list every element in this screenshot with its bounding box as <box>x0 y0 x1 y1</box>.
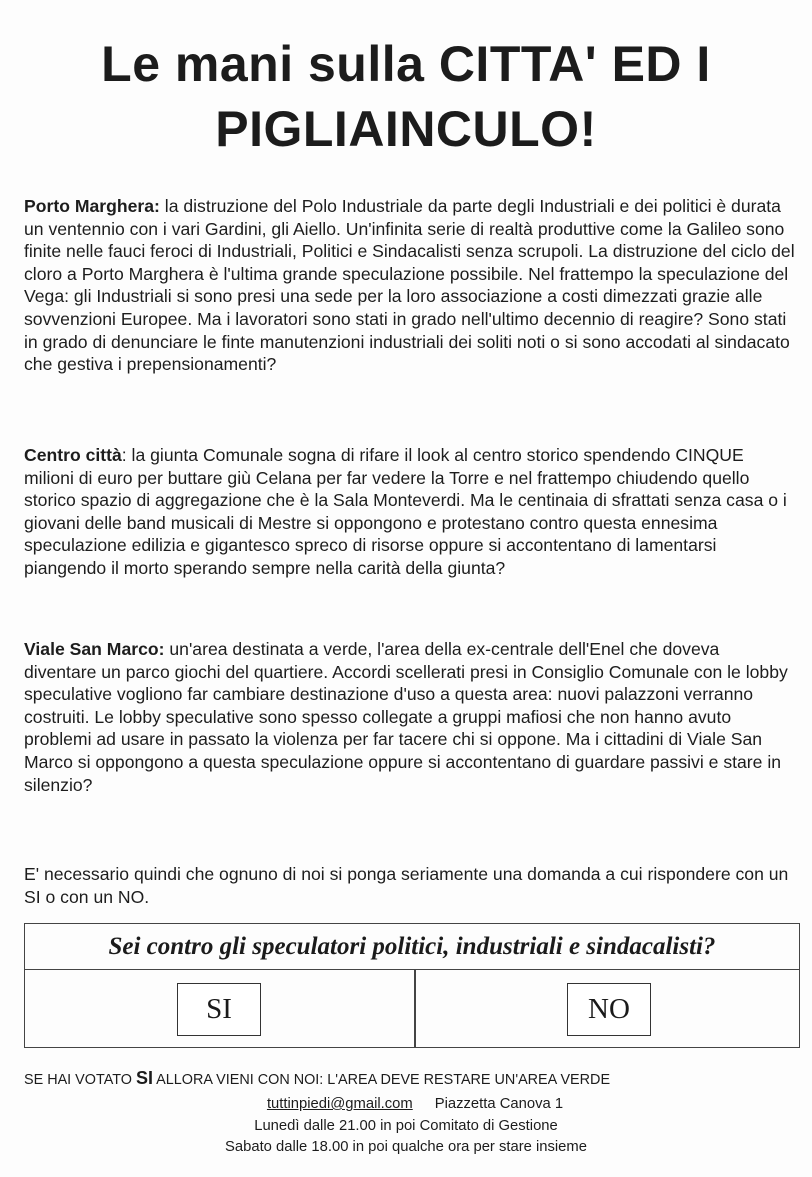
ballot-box <box>24 923 800 1048</box>
section-viale-san-marco <box>24 638 796 796</box>
ballot-divider <box>414 970 416 1048</box>
page-title <box>20 32 792 162</box>
section-heading: Porto Marghera: <box>24 196 160 216</box>
section-porto-marghera <box>24 195 796 376</box>
section-text: un'area destinata a verde, l'area della ex-centrale dell'Enel che doveva diventare un parco giochi del quartiere. Accordi scellerati presi in Consiglio Comunale con le lobby speculative vogliono far cambiare destinazione d'uso a questa area: nuovi palazzoni verranno costruiti. Le lobby speculative sono spesso collegate a gruppi mafiosi che non hanno avuto problemi ad usare in passato la violenza per far tacere chi si oppone. Ma i cittadini di Viale San Marco si oppongono a questa speculazione oppure si accontentano di guardare passivi e stare in silenzio? <box>24 639 788 795</box>
section-heading: Viale San Marco: <box>24 639 165 659</box>
title-line-2: PIGLIAINCULO! <box>215 101 597 157</box>
section-text: : la giunta Comunale sogna di rifare il look al centro storico spendendo CINQUE milioni di euro per buttare giù Celana per far vedere la Torre e nel frattempo chiudendo quello storico spazio di aggregazione che è la Sala Monteverdi. Ma le centinaia di sfrattati senza casa o i giovani delle band musicali di Mestre si oppongono e protestano contro questa ennesima speculazione edilizia e gigantesco spreco di risorse oppure si accontentano di lamentarsi piangendo il morto sperando sempre nella carità della giunta? <box>24 445 787 578</box>
section-text: la distruzione del Polo Industriale da parte degli Industriali e dei politici è durata un ventennio con i vari Gardini, gli Aiello. Un'infinita serie di realtà produttive come la Galileo sono finite nelle fauci feroci di Industriali, Politici e Sindacalisti senza scrupoli. La distruzione del ciclo del cloro a Porto Marghera è l'ultima grande speculazione possibile. Nel frattempo la speculazione del Vega: gli Industriali si sono presi una sede per la loro associazione a costi dimezzati grazie alle sovvenzioni Europee. Ma i lavoratori sono stati in grado nell'ultimo decennio di reagire? Sono stati in grado di denunciare le finte manutenzioni industriali dei soliti noti o si sono accodati al sindacato che gestiva i prepensionamenti? <box>24 196 795 375</box>
section-centro-citta <box>24 444 796 580</box>
meeting-place: Piazzetta Canova 1 <box>434 1096 564 1112</box>
cta-prefix: SE HAI VOTATO <box>24 1072 136 1088</box>
ballot-question: Sei contro gli speculatori politici, industriali e sindacalisti? <box>25 924 799 970</box>
email-link[interactable]: tuttinpiedi@gmail.com <box>266 1096 413 1112</box>
contact-line <box>0 1094 812 1114</box>
section-heading: Centro città <box>24 445 122 465</box>
closing-paragraph: E' necessario quindi che ognuno di noi si ponga seriamente una domanda a cui rispondere con un SI o con un NO. <box>24 864 789 907</box>
schedule-saturday: Sabato dalle 18.00 in poi qualche ora per stare insieme <box>225 1139 587 1155</box>
vote-no-box[interactable]: NO <box>567 983 651 1036</box>
title-line-1: Le mani sulla CITTA' ED I <box>101 36 711 92</box>
vote-yes-box[interactable]: SI <box>177 983 261 1036</box>
call-to-action <box>24 1068 610 1090</box>
schedule-monday: Lunedì dalle 21.00 in poi Comitato di Gestione <box>254 1118 558 1134</box>
cta-suffix: ALLORA VIENI CON NOI: L'AREA DEVE RESTARE UN'AREA VERDE <box>152 1072 611 1088</box>
cta-highlight: SI <box>135 1068 153 1088</box>
